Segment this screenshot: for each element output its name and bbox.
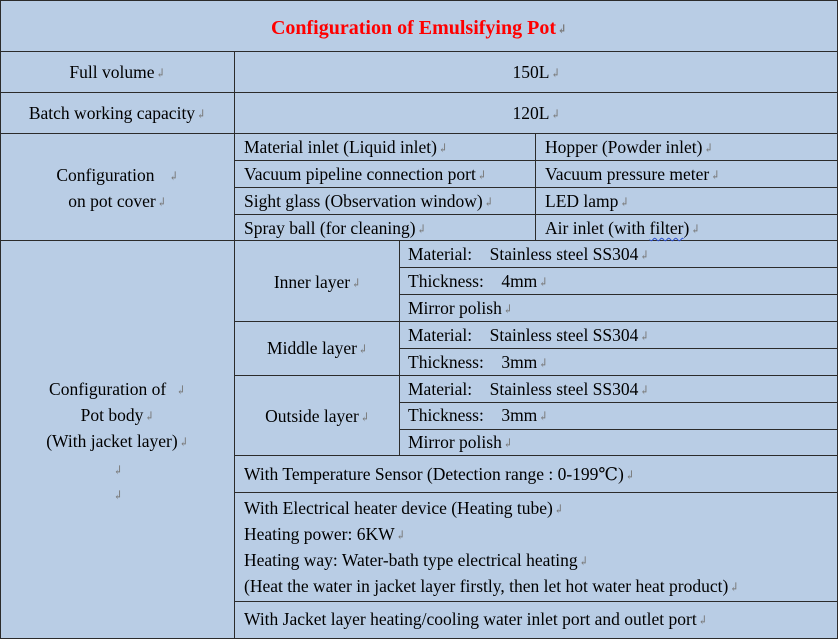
row-divider-cover-3: [235, 214, 838, 215]
row-divider-title: [0, 51, 838, 52]
row-divider-outside-1: [400, 402, 838, 403]
row-divider-middle-1: [400, 348, 838, 349]
inner-layer-material: Material: Stainless steel SS304↲: [408, 244, 650, 264]
row-divider-sensor-end: [235, 492, 838, 493]
heater-line-4: (Heat the water in jacket layer firstly, then let hot water heat product)↲: [244, 576, 740, 596]
row-divider-volume: [0, 92, 838, 93]
row-divider-inner-2: [400, 294, 838, 295]
pot-body-empty-mark-2: ↲: [112, 488, 124, 502]
pot-body-label-line2: Pot body↲: [80, 405, 155, 425]
pot-body-label-line1: Configuration of ↲: [49, 379, 186, 399]
pot-cover-label-line1: Configuration ↲: [56, 165, 179, 185]
cover-item-material-inlet: Material inlet (Liquid inlet)↲: [244, 137, 448, 157]
cover-item-spray-ball: Spray ball (for cleaning)↲: [244, 218, 427, 238]
row-divider-capacity: [0, 133, 838, 134]
inner-layer-label: Inner layer↲: [273, 272, 362, 292]
row-divider-inner-end: [235, 321, 838, 322]
cover-item-sight-glass: Sight glass (Observation window)↲: [244, 191, 494, 211]
cover-item-led-lamp: LED lamp↲: [545, 191, 630, 211]
batch-capacity-label: Batch working capacity↲: [28, 103, 207, 123]
middle-layer-thickness: Thickness: 3mm↲: [408, 352, 549, 372]
col-divider-cover: [535, 133, 536, 240]
row-divider-inner-1: [400, 267, 838, 268]
outside-layer-finish: Mirror polish↲: [408, 432, 513, 452]
full-volume-value: 150L↲: [512, 62, 561, 82]
full-volume-label: Full volume↲: [69, 62, 166, 82]
row-divider-cover-end: [0, 240, 838, 241]
heater-line-3: Heating way: Water-bath type electrical heating↲: [244, 550, 589, 570]
middle-layer-label: Middle layer↲: [267, 338, 368, 358]
batch-capacity-value: 120L↲: [512, 103, 561, 123]
pot-body-label-line3: (With jacket layer)↲: [46, 431, 189, 451]
outside-layer-material: Material: Stainless steel SS304↲: [408, 379, 650, 399]
inner-layer-finish: Mirror polish↲: [408, 298, 513, 318]
border-left: [0, 0, 1, 639]
row-divider-middle-end: [235, 375, 838, 376]
cover-item-hopper: Hopper (Powder inlet)↲: [545, 137, 714, 157]
cover-item-air-inlet: Air inlet (with filter)↲: [545, 218, 701, 238]
table-title: Configuration of Emulsifying Pot↲: [270, 17, 568, 39]
temperature-sensor-text: With Temperature Sensor (Detection range : 0-199℃)↲: [244, 464, 635, 484]
row-divider-heater-end: [235, 601, 838, 602]
row-divider-cover-1: [235, 160, 838, 161]
cover-item-pressure-meter: Vacuum pressure meter↲: [545, 164, 721, 184]
heater-line-2: Heating power: 6KW↲: [244, 524, 406, 544]
outside-layer-thickness: Thickness: 3mm↲: [408, 405, 549, 425]
pot-body-empty-mark-1: ↲: [112, 463, 124, 477]
heater-line-1: With Electrical heater device (Heating tube)↲: [244, 498, 564, 518]
row-divider-outside-2: [400, 429, 838, 430]
outside-layer-label: Outside layer↲: [265, 406, 370, 426]
row-divider-outside-end: [235, 455, 838, 456]
middle-layer-material: Material: Stainless steel SS304↲: [408, 325, 650, 345]
jacket-ports-text: With Jacket layer heating/cooling water inlet port and outlet port↲: [244, 609, 708, 629]
cover-item-vacuum-port: Vacuum pipeline connection port↲: [244, 164, 487, 184]
row-divider-cover-2: [235, 187, 838, 188]
border-top: [0, 0, 838, 1]
inner-layer-thickness: Thickness: 4mm↲: [408, 271, 549, 291]
pot-cover-label-line2: on pot cover↲: [68, 191, 167, 211]
